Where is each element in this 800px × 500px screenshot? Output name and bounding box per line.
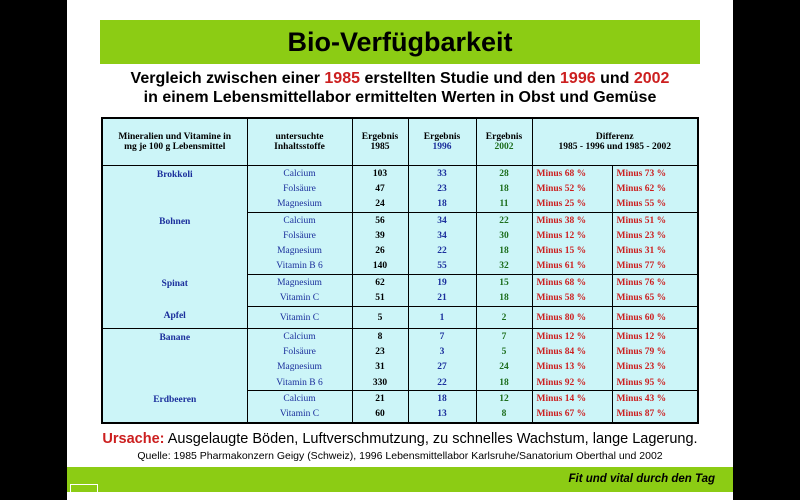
- substance-cell: Vitamin C: [247, 307, 352, 329]
- substance-cell: Magnesium: [247, 197, 352, 213]
- subtitle-text-b: erstellten Studie und den: [360, 70, 561, 87]
- result-2002-cell: 15: [476, 275, 532, 291]
- substance-cell: Vitamin B 6: [247, 259, 352, 275]
- result-1996-cell: 23: [408, 181, 476, 196]
- result-1996-cell: 22: [408, 244, 476, 259]
- result-2002-cell: 18: [476, 181, 532, 196]
- cause-text: Ausgelaugte Böden, Luftverschmutzung, zu schnelles Wachstum, lange Lagerung.: [164, 431, 698, 447]
- difference-1985-2002-cell: Minus 76 %: [616, 277, 667, 288]
- result-2002-cell: 18: [476, 244, 532, 259]
- source-line: Quelle: 1985 Pharmakonzern Geigy (Schweiz), 1996 Lebensmittellabor Karlsruhe/Sanatorium Oberthal und 2002: [137, 450, 663, 462]
- result-1985-cell: 21: [352, 391, 408, 407]
- substance-cell: Magnesium: [247, 275, 352, 291]
- result-1996-cell: 18: [408, 197, 476, 213]
- title-bar: [100, 20, 700, 64]
- substance-cell: Vitamin C: [247, 407, 352, 422]
- result-1985-cell: 23: [352, 344, 408, 359]
- difference-1985-1996-cell: Minus 67 %: [532, 407, 612, 422]
- difference-1985-2002-cell: Minus 51 %: [616, 215, 667, 226]
- result-1996-cell: 7: [408, 329, 476, 345]
- subtitle: [67, 69, 733, 107]
- table-row: [103, 166, 697, 182]
- result-1996-cell: 33: [408, 166, 476, 182]
- difference-1985-1996-cell: Minus 84 %: [532, 344, 612, 359]
- subtitle-year-1996: 1996: [560, 70, 596, 87]
- difference-1985-2002-cell: Minus 65 %: [612, 291, 697, 307]
- substance-cell: Folsäure: [247, 228, 352, 243]
- result-1985-cell: 24: [352, 197, 408, 213]
- table-row: [103, 275, 697, 291]
- substance-cell: Folsäure: [247, 344, 352, 359]
- result-1996-cell: 34: [408, 228, 476, 243]
- difference-1985-2002-cell: Minus 55 %: [612, 197, 697, 213]
- difference-1985-1996-cell: Minus 58 %: [532, 291, 612, 307]
- table-row: [103, 213, 697, 229]
- header-nutrients-line1: Mineralien und Vitamine in: [118, 132, 232, 142]
- result-1996-cell: 19: [408, 275, 476, 291]
- header-result-2002: [476, 119, 532, 166]
- header-result-1985: [352, 119, 408, 166]
- difference-1985-2002-cell: Minus 73 %: [616, 168, 667, 179]
- difference-1985-1996-cell: Minus 52 %: [532, 181, 612, 196]
- cause-line: [67, 431, 733, 447]
- header-nutrients-line2: mg je 100 g Lebensmittel: [124, 142, 226, 152]
- result-1985-cell: 31: [352, 360, 408, 375]
- difference-1985-1996-cell: Minus 92 %: [532, 375, 612, 391]
- result-1985-cell: 26: [352, 244, 408, 259]
- difference-1985-1996-cell: Minus 38 %: [532, 213, 612, 229]
- difference-1985-1996-cell: Minus 12 %: [532, 228, 612, 243]
- result-2002-cell: 18: [476, 375, 532, 391]
- subtitle-year-2002: 2002: [633, 70, 670, 87]
- result-1985-cell: 140: [352, 259, 408, 275]
- result-2002-cell: 30: [476, 228, 532, 243]
- table-header-row: [103, 119, 697, 166]
- header-result-1996-line1: Ergebnis: [423, 132, 461, 142]
- header-result-1985-line1: Ergebnis: [361, 132, 399, 142]
- header-result-2002-year: 2002: [494, 142, 514, 152]
- difference-1985-1996-cell: Minus 12 %: [532, 329, 612, 345]
- slide: [67, 0, 733, 500]
- cause-label: Ursache:: [102, 431, 165, 447]
- slide-title: Bio-Verfügbarkeit: [287, 26, 513, 57]
- difference-1985-2002-cell: Minus 23 %: [616, 231, 667, 242]
- subtitle-line2: in einem Lebensmittellabor ermittelten Werten in Obst und Gemüse: [143, 89, 657, 106]
- difference-1985-2002-cell: Minus 12 %: [616, 331, 667, 342]
- result-2002-cell: 32: [476, 259, 532, 275]
- header-substances: [247, 119, 352, 166]
- result-1996-cell: 55: [408, 259, 476, 275]
- header-difference-line2: 1985 - 1996 und 1985 - 2002: [558, 142, 671, 152]
- difference-1985-1996-cell: Minus 68 %: [532, 275, 612, 291]
- difference-1985-1996-cell: Minus 68 %: [532, 166, 612, 182]
- result-1985-cell: 103: [352, 166, 408, 182]
- result-2002-cell: 7: [476, 329, 532, 345]
- food-name: Apfel: [103, 307, 247, 329]
- substance-cell: Vitamin C: [247, 291, 352, 307]
- difference-1985-1996-cell: Minus 15 %: [532, 244, 612, 259]
- footer-strip: [67, 492, 733, 500]
- subtitle-line1: [67, 69, 733, 88]
- food-name: Erdbeeren: [103, 391, 247, 422]
- difference-1985-2002-cell: Minus 79 %: [616, 347, 667, 358]
- difference-1985-2002-cell: Minus 95 %: [612, 375, 697, 391]
- header-result-1985-year: 1985: [370, 142, 390, 152]
- header-difference: [532, 119, 697, 166]
- subtitle-text-a: Vergleich zwischen einer: [130, 70, 325, 87]
- result-1996-cell: 1: [408, 307, 476, 329]
- food-name: Banane: [103, 329, 247, 391]
- result-2002-cell: 18: [476, 291, 532, 307]
- difference-1985-1996-cell: Minus 61 %: [532, 259, 612, 275]
- result-1985-cell: 56: [352, 213, 408, 229]
- difference-1985-2002-cell: Minus 77 %: [612, 259, 697, 275]
- result-1985-cell: 60: [352, 407, 408, 422]
- result-1985-cell: 8: [352, 329, 408, 345]
- substance-cell: Calcium: [247, 166, 352, 182]
- result-1996-cell: 18: [408, 391, 476, 407]
- result-2002-cell: 12: [476, 391, 532, 407]
- result-1996-cell: 13: [408, 407, 476, 422]
- result-1985-cell: 51: [352, 291, 408, 307]
- substance-cell: Calcium: [247, 213, 352, 229]
- food-name: Spinat: [103, 275, 247, 307]
- difference-1985-1996-cell: Minus 13 %: [532, 360, 612, 375]
- result-2002-cell: 28: [476, 166, 532, 182]
- header-substances-line1: untersuchte: [275, 132, 324, 142]
- result-1996-cell: 27: [408, 360, 476, 375]
- result-2002-cell: 22: [476, 213, 532, 229]
- header-result-2002-line1: Ergebnis: [485, 132, 523, 142]
- difference-1985-1996-cell: Minus 80 %: [532, 307, 612, 329]
- comparison-table-frame: [101, 117, 699, 424]
- difference-1985-2002-cell: Minus 23 %: [616, 362, 667, 373]
- result-1985-cell: 330: [352, 375, 408, 391]
- result-1985-cell: 5: [352, 307, 408, 329]
- result-2002-cell: 11: [476, 197, 532, 213]
- subtitle-text-c: und: [595, 70, 634, 87]
- result-2002-cell: 2: [476, 307, 532, 329]
- header-result-1996-year: 1996: [432, 142, 452, 152]
- substance-cell: Calcium: [247, 329, 352, 345]
- food-name: Brokkoli: [103, 166, 247, 213]
- comparison-table: [103, 119, 697, 422]
- header-result-1996: [408, 119, 476, 166]
- header-difference-line1: Differenz: [595, 132, 634, 142]
- result-1996-cell: 34: [408, 213, 476, 229]
- header-substances-line2: Inhaltsstoffe: [274, 142, 325, 152]
- table-row: [103, 391, 697, 407]
- food-name: Bohnen: [103, 213, 247, 275]
- substance-cell: Folsäure: [247, 181, 352, 196]
- table-row: [103, 329, 697, 345]
- result-1985-cell: 39: [352, 228, 408, 243]
- substance-cell: Magnesium: [247, 360, 352, 375]
- difference-1985-2002-cell: Minus 31 %: [616, 246, 667, 257]
- logo-icon: [70, 484, 98, 493]
- result-2002-cell: 5: [476, 344, 532, 359]
- result-2002-cell: 8: [476, 407, 532, 422]
- difference-1985-1996-cell: Minus 25 %: [532, 197, 612, 213]
- table-body: [103, 166, 697, 423]
- header-nutrients: [103, 119, 247, 166]
- result-1985-cell: 47: [352, 181, 408, 196]
- difference-1985-2002-cell: Minus 87 %: [616, 409, 667, 420]
- difference-1985-1996-cell: Minus 14 %: [532, 391, 612, 407]
- substance-cell: Vitamin B 6: [247, 375, 352, 391]
- result-2002-cell: 24: [476, 360, 532, 375]
- difference-1985-2002-cell: Minus 60 %: [612, 307, 697, 329]
- result-1985-cell: 62: [352, 275, 408, 291]
- difference-1985-2002-cell: Minus 62 %: [616, 184, 667, 194]
- difference-1985-2002-cell: Minus 43 %: [616, 393, 667, 404]
- substance-cell: Magnesium: [247, 244, 352, 259]
- result-1996-cell: 21: [408, 291, 476, 307]
- subtitle-year-1985: 1985: [324, 70, 360, 87]
- result-1996-cell: 22: [408, 375, 476, 391]
- footer-text: Fit und vital durch den Tag: [568, 473, 715, 485]
- table-row: [103, 307, 697, 329]
- result-1996-cell: 3: [408, 344, 476, 359]
- substance-cell: Calcium: [247, 391, 352, 407]
